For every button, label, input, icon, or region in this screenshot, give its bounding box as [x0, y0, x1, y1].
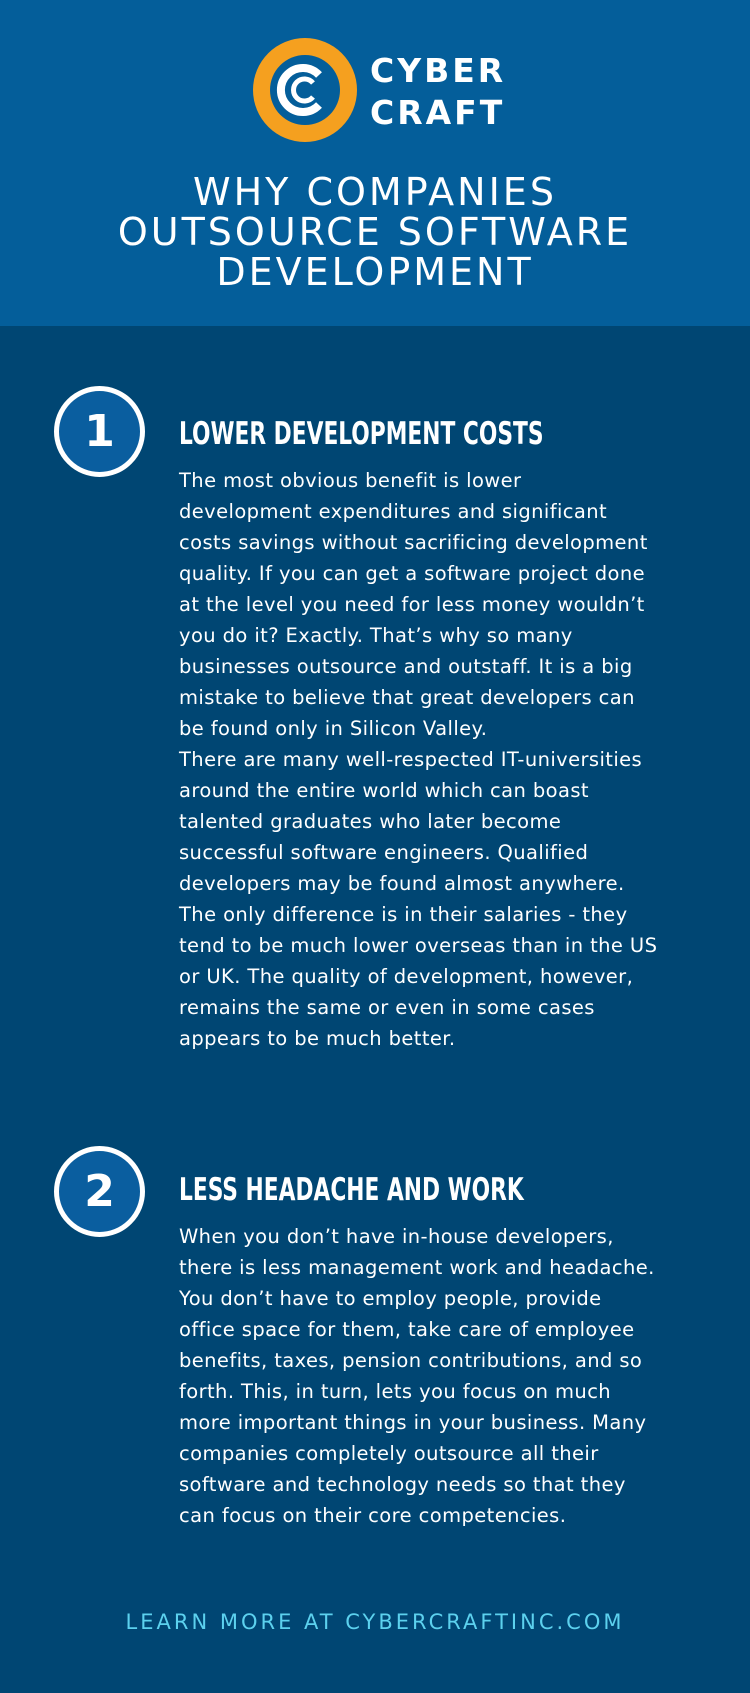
title-line-2: OUTSOURCE SOFTWARE — [117, 210, 633, 254]
number-badge: 2 — [54, 1146, 145, 1237]
learn-more-link[interactable]: LEARN MORE AT CYBERCRAFTINC.COM — [125, 1610, 625, 1634]
brand-line-2: CRAFT — [370, 93, 506, 132]
title-line-1: WHY COMPANIES — [193, 170, 557, 214]
cybercraft-logo-icon — [253, 38, 357, 142]
header-banner — [0, 0, 750, 326]
section-title: LOWER DEVELOPMENT COSTS — [179, 416, 544, 452]
number-badge: 1 — [54, 386, 145, 477]
section-paragraph: When you don’t have in-house developers, there is less management work and headache. You don’t have to employ people, provide office space for them, take care of employee benefits, taxes, pension contributions, and so forth. This, in turn, lets you focus on much more important things in your business. Many companies completely outsource all their software and technology needs so that they can focus on their core competencies. — [179, 1225, 655, 1527]
section-paragraph: The most obvious benefit is lower development expenditures and significant costs savings without sacrificing development quality. If you can get a software project done at the level you need for less money wouldn’t you do it? Exactly. That’s why so many businesses outsource and outstaff. It is a big mistake to believe that great developers can be found only in Silicon Valley. — [179, 469, 648, 740]
section-paragraph: There are many well-respected IT-universities around the entire world which can boast talented graduates who later become successful software engineers. Qualified developers may be found almost anywhere. The only difference is in their salaries - they tend to be much lower overseas than in the US or UK. The quality of development, however, remains the same or even in some cases appears to be much better. — [179, 748, 658, 1050]
brand-line-1: CYBER — [370, 51, 507, 90]
section-body — [179, 1221, 659, 1531]
title-line-3: DEVELOPMENT — [216, 250, 534, 294]
section-title: LESS HEADACHE AND WORK — [179, 1172, 524, 1208]
page-title — [0, 172, 750, 292]
brand-name — [370, 50, 506, 134]
section-body — [179, 465, 659, 1054]
